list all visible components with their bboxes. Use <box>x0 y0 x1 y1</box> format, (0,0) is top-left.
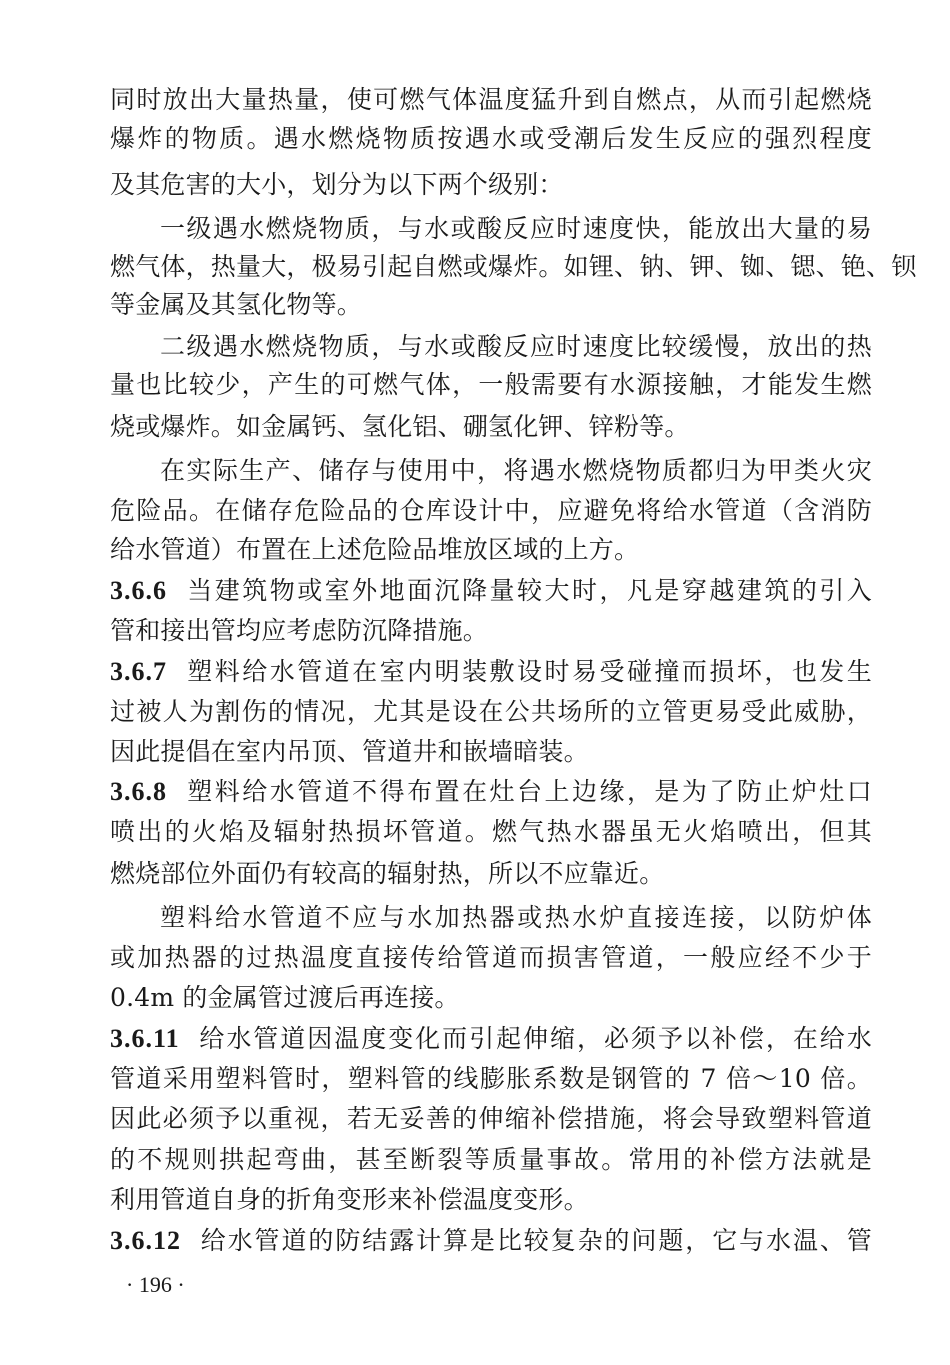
clause-text: 当建筑物或室外地面沉降量较大时，凡是穿越建筑的引入 <box>185 576 872 605</box>
text-line: 的不规则拱起弯曲，甚至断裂等质量事故。常用的补偿方法就是 <box>110 1145 872 1174</box>
clause-number: 3.6.7 <box>110 657 167 686</box>
text-line: 爆炸的物质。遇水燃烧物质按遇水或受潮后发生反应的强烈程度 <box>110 124 872 153</box>
text-line: 或加热器的过热温度直接传给管道而损害管道，一般应经不少于 <box>110 943 872 972</box>
text-line: 燃气体，热量大，极易引起自燃或爆炸。如锂、钠、钾、铷、锶、铯、钡 <box>110 252 917 281</box>
text-line: 给水管道）布置在上述危险品堆放区域的上方。 <box>110 535 640 564</box>
clause-number: 3.6.8 <box>110 777 167 806</box>
text-line: 等金属及其氢化物等。 <box>110 290 363 319</box>
clause-3-6-6-line <box>110 574 872 608</box>
text-line: 管和接出管均应考虑防沉降措施。 <box>110 616 489 645</box>
clause-number: 3.6.6 <box>110 576 167 605</box>
text-line: 因此提倡在室内吊顶、管道井和嵌墙暗装。 <box>110 737 589 766</box>
clause-3-6-12-line <box>110 1224 872 1258</box>
text-line: 燃烧部位外面仍有较高的辐射热，所以不应靠近。 <box>110 859 665 888</box>
clause-3-6-11-line <box>110 1022 872 1056</box>
text-line: 及其危害的大小，划分为以下两个级别： <box>110 170 564 199</box>
text-line: 管道采用塑料管时，塑料管的线膨胀系数是钢管的 7 倍～10 倍。 <box>110 1064 872 1093</box>
clause-number: 3.6.11 <box>110 1024 180 1053</box>
text-line: 一级遇水燃烧物质，与水或酸反应时速度快，能放出大量的易 <box>160 214 872 243</box>
text-line: 利用管道自身的折角变形来补偿温度变形。 <box>110 1185 589 1214</box>
clause-number: 3.6.12 <box>110 1226 181 1255</box>
text-line: 危险品。在储存危险品的仓库设计中，应避免将给水管道（含消防 <box>110 496 872 525</box>
text-line: 烧或爆炸。如金属钙、氢化铝、硼氢化钾、锌粉等。 <box>110 412 690 441</box>
text-line: 因此必须予以重视，若无妥善的伸缩补偿措施，将会导致塑料管道 <box>110 1104 872 1133</box>
clause-3-6-8-line <box>110 775 872 809</box>
clause-text: 给水管道的防结露计算是比较复杂的问题，它与水温、管 <box>199 1226 872 1255</box>
text-line: 塑料给水管道不应与水加热器或热水炉直接连接，以防炉体 <box>160 903 872 932</box>
text-line: 量也比较少，产生的可燃气体，一般需要有水源接触，才能发生燃 <box>110 370 872 399</box>
text-line: 喷出的火焰及辐射热损坏管道。燃气热水器虽无火焰喷出，但其 <box>110 817 872 846</box>
text-line: 同时放出大量热量，使可燃气体温度猛升到自燃点，从而引起燃烧 <box>110 85 872 114</box>
clause-3-6-7-line <box>110 655 872 689</box>
clause-text: 塑料给水管道在室内明装敷设时易受碰撞而损坏，也发生 <box>185 657 872 686</box>
text-line: 过被人为割伤的情况，尤其是设在公共场所的立管更易受此威胁， <box>110 697 872 726</box>
text-line: 在实际生产、储存与使用中，将遇水燃烧物质都归为甲类火灾 <box>160 456 872 485</box>
clause-text: 给水管道因温度变化而引起伸缩，必须予以补偿，在给水 <box>197 1024 872 1053</box>
clause-text: 塑料给水管道不得布置在灶台上边缘，是为了防止炉灶口 <box>185 777 872 806</box>
text-line: 二级遇水燃烧物质，与水或酸反应时速度比较缓慢，放出的热 <box>160 332 872 361</box>
text-line: 0.4m 的金属管过渡后再连接。 <box>110 983 460 1012</box>
page-number: · 196 · <box>126 1272 185 1297</box>
